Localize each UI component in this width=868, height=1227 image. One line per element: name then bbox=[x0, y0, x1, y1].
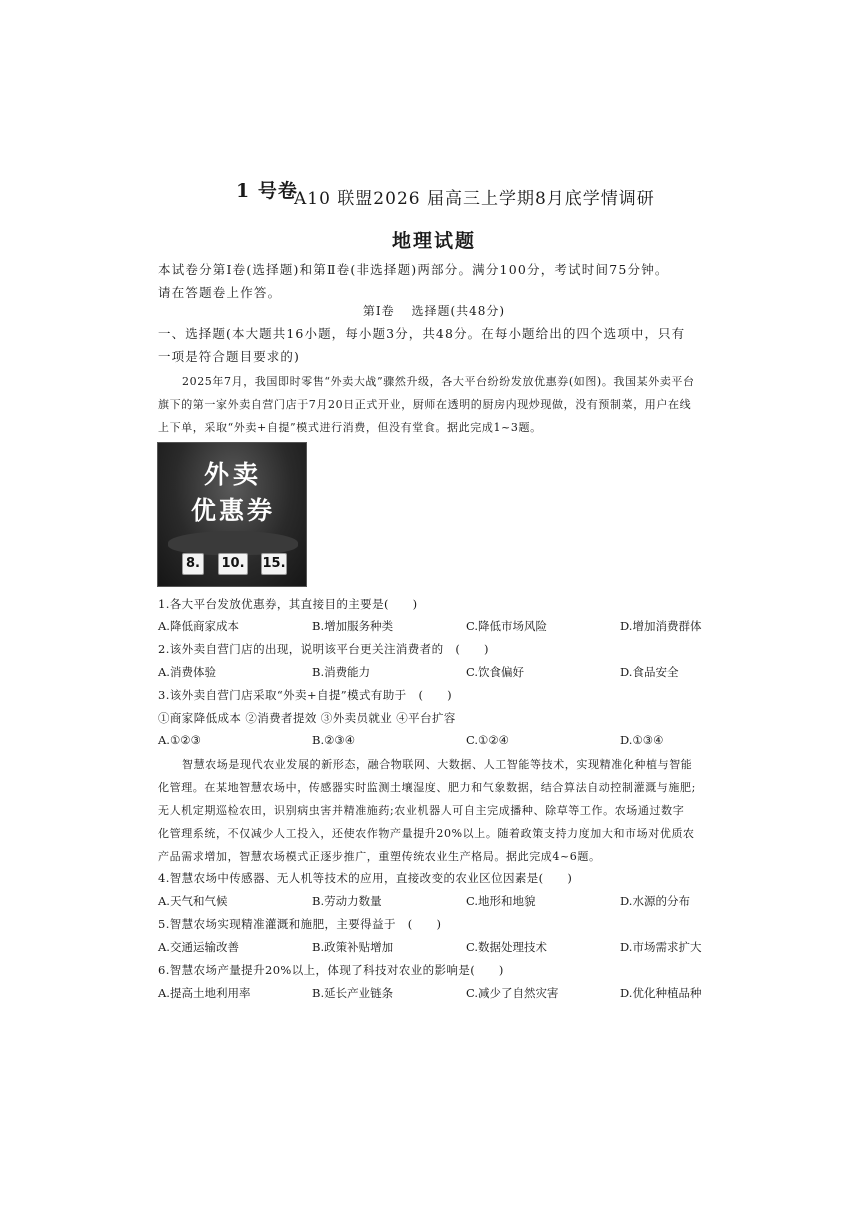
option-d: D.食品安全 bbox=[620, 665, 679, 679]
question-stem: 2.该外卖自营门店的出现，说明该平台更关注消费者的 ( ) bbox=[158, 642, 489, 656]
question-options bbox=[158, 618, 750, 636]
question-stem: 6.智慧农场产量提升20%以上，体现了科技对农业的影响是( ) bbox=[158, 963, 504, 977]
option-c: C.降低市场风险 bbox=[466, 619, 548, 633]
coupon-values bbox=[158, 553, 307, 579]
option-c: C.饮食偏好 bbox=[466, 665, 525, 679]
intro-line: 本试卷分第Ⅰ卷(选择题)和第Ⅱ卷(非选择题)两部分。满分100分，考试时间75分钟。 bbox=[158, 262, 669, 277]
exam-header bbox=[236, 176, 696, 210]
option-d: D.水源的分布 bbox=[620, 894, 690, 908]
question-options bbox=[158, 939, 750, 957]
option-d: D.优化种植品种 bbox=[620, 986, 702, 1000]
volume-label: 1 号卷 bbox=[236, 180, 298, 202]
option-c: C.减少了自然灾害 bbox=[466, 986, 559, 1000]
question-statements: ①商家降低成本 ②消费者提效 ③外卖员就业 ④平台扩容 bbox=[158, 711, 456, 725]
material-line: 化管理系统，不仅减少人工投入，还使农作物产量提升20%以上。随着政策支持力度加大和市场对优质农 bbox=[158, 827, 695, 840]
option-c: C.地形和地貌 bbox=[466, 894, 536, 908]
material-line: 上下单，采取“外卖+自提”模式进行消费，但没有堂食。据此完成1~3题。 bbox=[158, 421, 542, 434]
exam-intro bbox=[158, 258, 750, 304]
coupon-photo bbox=[157, 442, 307, 587]
material-line: 智慧农场是现代农业发展的新形态，融合物联网、大数据、人工智能等技术，实现精准化种植与智能 bbox=[182, 758, 693, 771]
material-passage-2 bbox=[158, 753, 750, 868]
material-line: 产品需求增加，智慧农场模式正逐步推广，重塑传统农业生产格局。据此完成4~6题。 bbox=[158, 850, 601, 863]
food-bowl-graphic bbox=[168, 531, 298, 555]
instructions-line: 一、选择题(本大题共16小题，每小题3分，共48分。在每小题给出的四个选项中，只有 bbox=[158, 326, 686, 341]
question-options bbox=[158, 664, 750, 682]
coupon-chip: 15. bbox=[261, 553, 287, 575]
option-a: A.交通运输改善 bbox=[158, 940, 239, 954]
question-stem: 5.智慧农场实现精准灌溉和施肥，主要得益于 ( ) bbox=[158, 917, 442, 931]
instructions-line: 一项是符合题目要求的) bbox=[158, 349, 300, 364]
option-d: D.增加消费群体 bbox=[620, 619, 702, 633]
question-stem: 3.该外卖自营门店采取“外卖+自提”模式有助于 ( ) bbox=[158, 688, 453, 702]
option-a: A.提高土地利用率 bbox=[158, 986, 251, 1000]
option-a: A.天气和气候 bbox=[158, 894, 228, 908]
exam-title: A10 联盟2026 届高三上学期8月底学情调研 bbox=[294, 189, 655, 209]
option-d: D.①③④ bbox=[620, 733, 664, 747]
question-options bbox=[158, 733, 750, 751]
option-b: B.劳动力数量 bbox=[312, 894, 382, 908]
section-part: 第Ⅰ卷 bbox=[362, 304, 395, 318]
coupon-chip: 10. bbox=[218, 553, 248, 575]
option-b: B.②③④ bbox=[312, 733, 356, 747]
option-c: C.①②④ bbox=[466, 733, 509, 747]
material-line: 化管理。在某地智慧农场中，传感器实时监测土壤湿度、肥力和气象数据，结合算法自动控制灌溉与施肥; bbox=[158, 781, 696, 794]
option-b: B.延长产业链条 bbox=[312, 986, 394, 1000]
option-c: C.数据处理技术 bbox=[466, 940, 548, 954]
material-line: 无人机定期巡检农田，识别病虫害并精准施药;农业机器人可自主完成播种、除草等工作。农场通过数字 bbox=[158, 804, 685, 817]
option-a: A.消费体验 bbox=[158, 665, 216, 679]
question-stem: 1.各大平台发放优惠券，其直接目的主要是( ) bbox=[158, 597, 418, 611]
option-b: B.政策补贴增加 bbox=[312, 940, 394, 954]
intro-line: 请在答题卷上作答。 bbox=[158, 285, 282, 300]
option-d: D.市场需求扩大 bbox=[620, 940, 702, 954]
material-passage-1 bbox=[158, 370, 750, 439]
subject-title: 地理试题 bbox=[391, 230, 476, 252]
option-a: A.①②③ bbox=[158, 733, 201, 747]
question-stem: 4.智慧农场中传感器、无人机等技术的应用，直接改变的农业区位因素是( ) bbox=[158, 871, 573, 885]
question-options bbox=[158, 985, 750, 1003]
question-options bbox=[158, 893, 750, 911]
coupon-title-line2: 优惠券 bbox=[190, 496, 275, 525]
instructions bbox=[158, 322, 750, 368]
coupon-chip: 8. bbox=[182, 553, 204, 575]
material-line: 2025年7月，我国即时零售“外卖大战”骤然升级，各大平台纷纷发放优惠券(如图)。我国某外卖平台 bbox=[182, 375, 695, 388]
option-a: A.降低商家成本 bbox=[158, 619, 239, 633]
coupon-title-line1: 外卖 bbox=[203, 460, 262, 489]
option-b: B.增加服务种类 bbox=[312, 619, 394, 633]
material-line: 旗下的第一家外卖自营门店于7月20日正式开业，厨师在透明的厨房内现炒现做，没有预制菜，用户在线 bbox=[158, 398, 692, 411]
option-b: B.消费能力 bbox=[312, 665, 371, 679]
section-name: 选择题(共48分) bbox=[411, 304, 506, 318]
section-title bbox=[0, 302, 868, 319]
